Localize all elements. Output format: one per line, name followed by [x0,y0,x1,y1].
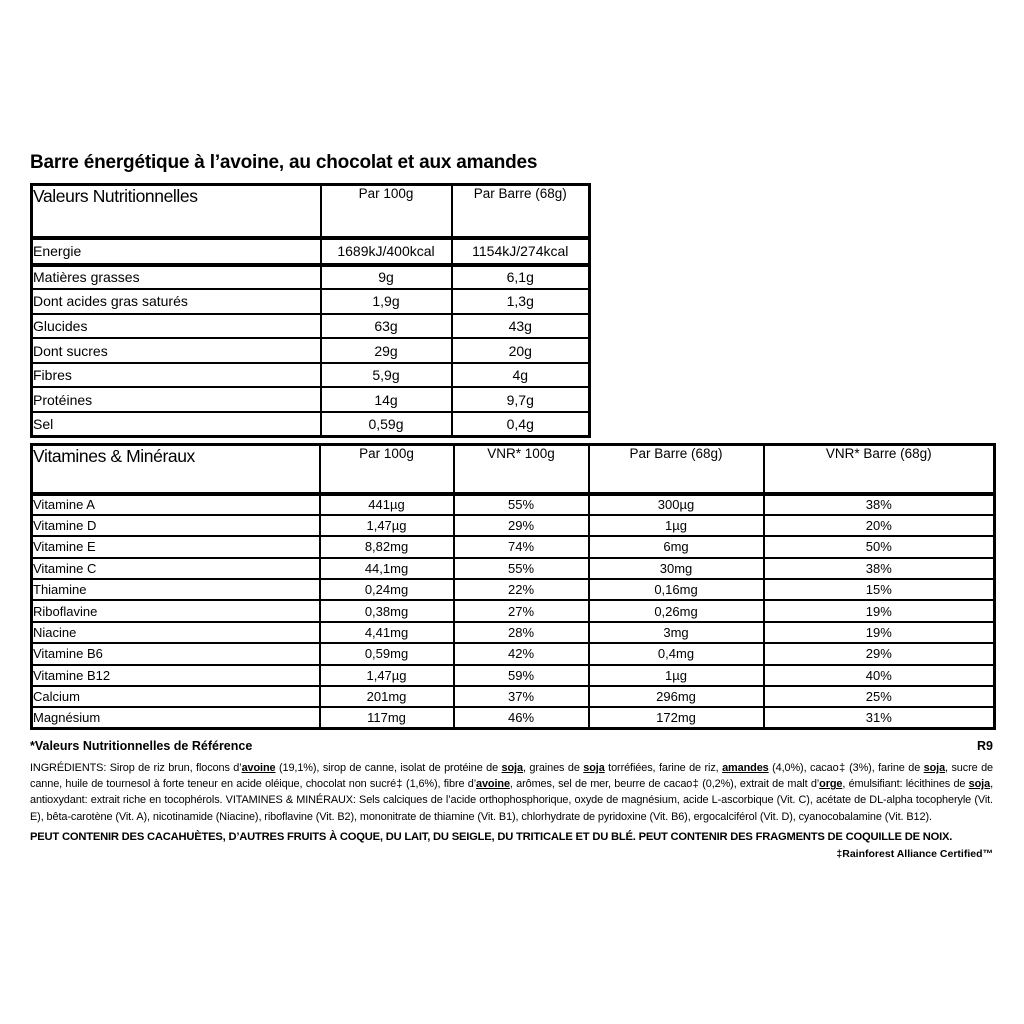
row-label: Energie [32,238,321,265]
row-label: Magnésium [32,707,320,728]
nutrition-table-title: Valeurs Nutritionnelles [32,185,321,238]
value-vnr-100g: 37% [454,686,589,707]
ingredients-segment: , sucre de canne, huile de tournesol à forte teneur en acide oléique, chocolat non sucré‡ (1,6%), fibre d’ [30,762,993,791]
value-per-100g: 0,59mg [320,643,454,664]
table-row [32,363,590,388]
value-per-bar: 6mg [589,536,764,557]
value-per-100g: 441µg [320,494,454,515]
row-label: Sel [32,412,321,437]
col-header-per-bar: Par Barre (68g) [452,185,590,238]
value-per-bar: 3mg [589,622,764,643]
table-row [32,707,995,728]
row-label: Niacine [32,622,320,643]
value-per-100g: 117mg [320,707,454,728]
table-row [32,238,590,265]
value-per-bar: 0,4g [452,412,590,437]
table-row [32,494,995,515]
nutrition-facts-table [30,183,591,438]
allergen-term: soja [923,762,946,774]
value-per-bar: 0,16mg [589,579,764,600]
value-per-bar: 20g [452,338,590,363]
vitamins-table-title: Vitamines & Minéraux [32,445,320,494]
table-row [32,643,995,664]
value-per-100g: 14g [321,387,452,412]
row-label: Dont acides gras saturés [32,289,321,314]
col-header-per-bar: Par Barre (68g) [589,445,764,494]
table-row [32,558,995,579]
col-header-vnr-bar: VNR* Barre (68g) [764,445,995,494]
row-label: Protéines [32,387,321,412]
vitamins-table-header [32,445,995,494]
row-label: Matières grasses [32,265,321,290]
value-vnr-100g: 74% [454,536,589,557]
value-vnr-bar: 20% [764,515,995,536]
value-vnr-bar: 38% [764,558,995,579]
value-vnr-100g: 46% [454,707,589,728]
table-footnote-row [30,739,993,753]
value-per-100g: 29g [321,338,452,363]
allergen-term: avoine [241,762,276,774]
row-label: Riboflavine [32,600,320,621]
table-row [32,314,590,339]
row-label: Vitamine B6 [32,643,320,664]
row-label: Vitamine B12 [32,665,320,686]
allergen-term: avoine [476,778,510,791]
table-row [32,412,590,437]
allergen-statement: PEUT CONTENIR DES CACAHUÈTES, D’AUTRES FRUITS À COQUE, DU LAIT, DU SEIGLE, DU TRITICALE ET DU BLÉ. PEUT CONTENIR DES FRAGMENTS DE COQUILLE DE NOIX. [30,831,953,843]
ingredients-segment: (4,0%), cacao‡ (3%), farine de [768,762,924,774]
allergen-term: orge [819,778,843,791]
table-row [32,600,995,621]
value-per-bar: 1154kJ/274kcal [452,238,590,265]
value-vnr-bar: 40% [764,665,995,686]
table-row [32,622,995,643]
row-label: Glucides [32,314,321,339]
value-per-bar: 300µg [589,494,764,515]
value-per-bar: 296mg [589,686,764,707]
certification-note: ‡Rainforest Alliance Certified™ [836,848,993,860]
row-label: Calcium [32,686,320,707]
value-vnr-100g: 59% [454,665,589,686]
product-title: Barre énergétique à l’avoine, au chocolat et aux amandes [30,152,538,173]
col-header-per-100g: Par 100g [321,185,452,238]
value-vnr-bar: 19% [764,622,995,643]
value-vnr-bar: 29% [764,643,995,664]
value-vnr-100g: 22% [454,579,589,600]
value-per-bar: 4g [452,363,590,388]
value-per-100g: 1689kJ/400kcal [321,238,452,265]
value-per-100g: 44,1mg [320,558,454,579]
row-label: Vitamine A [32,494,320,515]
table-row [32,536,995,557]
value-per-bar: 1µg [589,515,764,536]
ingredients-segment: , graines de [522,762,584,774]
value-vnr-100g: 27% [454,600,589,621]
value-per-bar: 9,7g [452,387,590,412]
value-per-100g: 0,38mg [320,600,454,621]
col-header-vnr-100g: VNR* 100g [454,445,589,494]
revision-code: R9 [977,739,993,753]
row-label: Dont sucres [32,338,321,363]
value-per-100g: 8,82mg [320,536,454,557]
value-per-bar: 0,26mg [589,600,764,621]
row-label: Vitamine C [32,558,320,579]
table-row [32,665,995,686]
table-row [32,686,995,707]
allergen-term: soja [968,778,991,791]
ingredients-segment: , antioxydant: extrait riche en tocophérols. VITAMINES & MINÉRAUX: Sels calciques de l’acide orthophosphorique, oxyde de magnésium, acide L-ascorbique (Vit. C), acétate de DL-alpha tocopheryle (Vit. E), bêta-carotène (Vit. A), nicotinamide (Niacine), riboflavine (Vit. B2), mononitrate de thiamine (Vit. B1), chlorhydrate de pyridoxine (Vit. B6), ergocalciférol (Vit. D), cyanocobalamine (Vit. B12). [30,778,993,823]
value-vnr-100g: 28% [454,622,589,643]
value-per-100g: 1,47µg [320,665,454,686]
value-vnr-bar: 19% [764,600,995,621]
reference-footnote: *Valeurs Nutritionnelles de Référence [30,739,253,753]
table-row [32,515,995,536]
value-per-100g: 0,59g [321,412,452,437]
table-row [32,338,590,363]
value-vnr-bar: 15% [764,579,995,600]
value-per-bar: 6,1g [452,265,590,290]
value-vnr-100g: 29% [454,515,589,536]
vitamins-minerals-table [30,443,996,730]
row-label: Vitamine E [32,536,320,557]
ingredients-segment: INGRÉDIENTS: Sirop de riz brun, flocons d’ [30,762,242,774]
nutrition-table-header [32,185,590,238]
value-per-100g: 5,9g [321,363,452,388]
value-vnr-bar: 50% [764,536,995,557]
value-per-100g: 63g [321,314,452,339]
table-row [32,387,590,412]
value-per-100g: 0,24mg [320,579,454,600]
row-label: Fibres [32,363,321,388]
value-vnr-100g: 55% [454,558,589,579]
allergen-term: soja [583,762,605,774]
value-per-100g: 201mg [320,686,454,707]
value-per-100g: 4,41mg [320,622,454,643]
ingredients-segment: , arômes, sel de mer, beurre de cacao‡ (0,2%), extrait de malt d’ [509,778,820,791]
row-label: Vitamine D [32,515,320,536]
value-per-bar: 172mg [589,707,764,728]
value-per-bar: 43g [452,314,590,339]
allergen-term: soja [501,762,523,774]
table-row [32,289,590,314]
ingredients-text [30,760,993,825]
value-per-bar: 0,4mg [589,643,764,664]
value-vnr-bar: 31% [764,707,995,728]
value-per-bar: 30mg [589,558,764,579]
col-header-per-100g: Par 100g [320,445,454,494]
ingredients-segment: (19,1%), sirop de canne, isolat de protéine de [275,762,502,774]
value-vnr-bar: 25% [764,686,995,707]
value-per-bar: 1µg [589,665,764,686]
value-per-bar: 1,3g [452,289,590,314]
table-row [32,579,995,600]
table-row [32,265,590,290]
value-vnr-100g: 55% [454,494,589,515]
ingredients-segment: , émulsifiant: lécithines de [842,778,969,791]
value-per-100g: 1,9g [321,289,452,314]
allergen-term: amandes [722,762,769,774]
value-vnr-100g: 42% [454,643,589,664]
value-vnr-bar: 38% [764,494,995,515]
ingredients-segment: torréfiées, farine de riz, [604,762,723,774]
value-per-100g: 1,47µg [320,515,454,536]
row-label: Thiamine [32,579,320,600]
value-per-100g: 9g [321,265,452,290]
